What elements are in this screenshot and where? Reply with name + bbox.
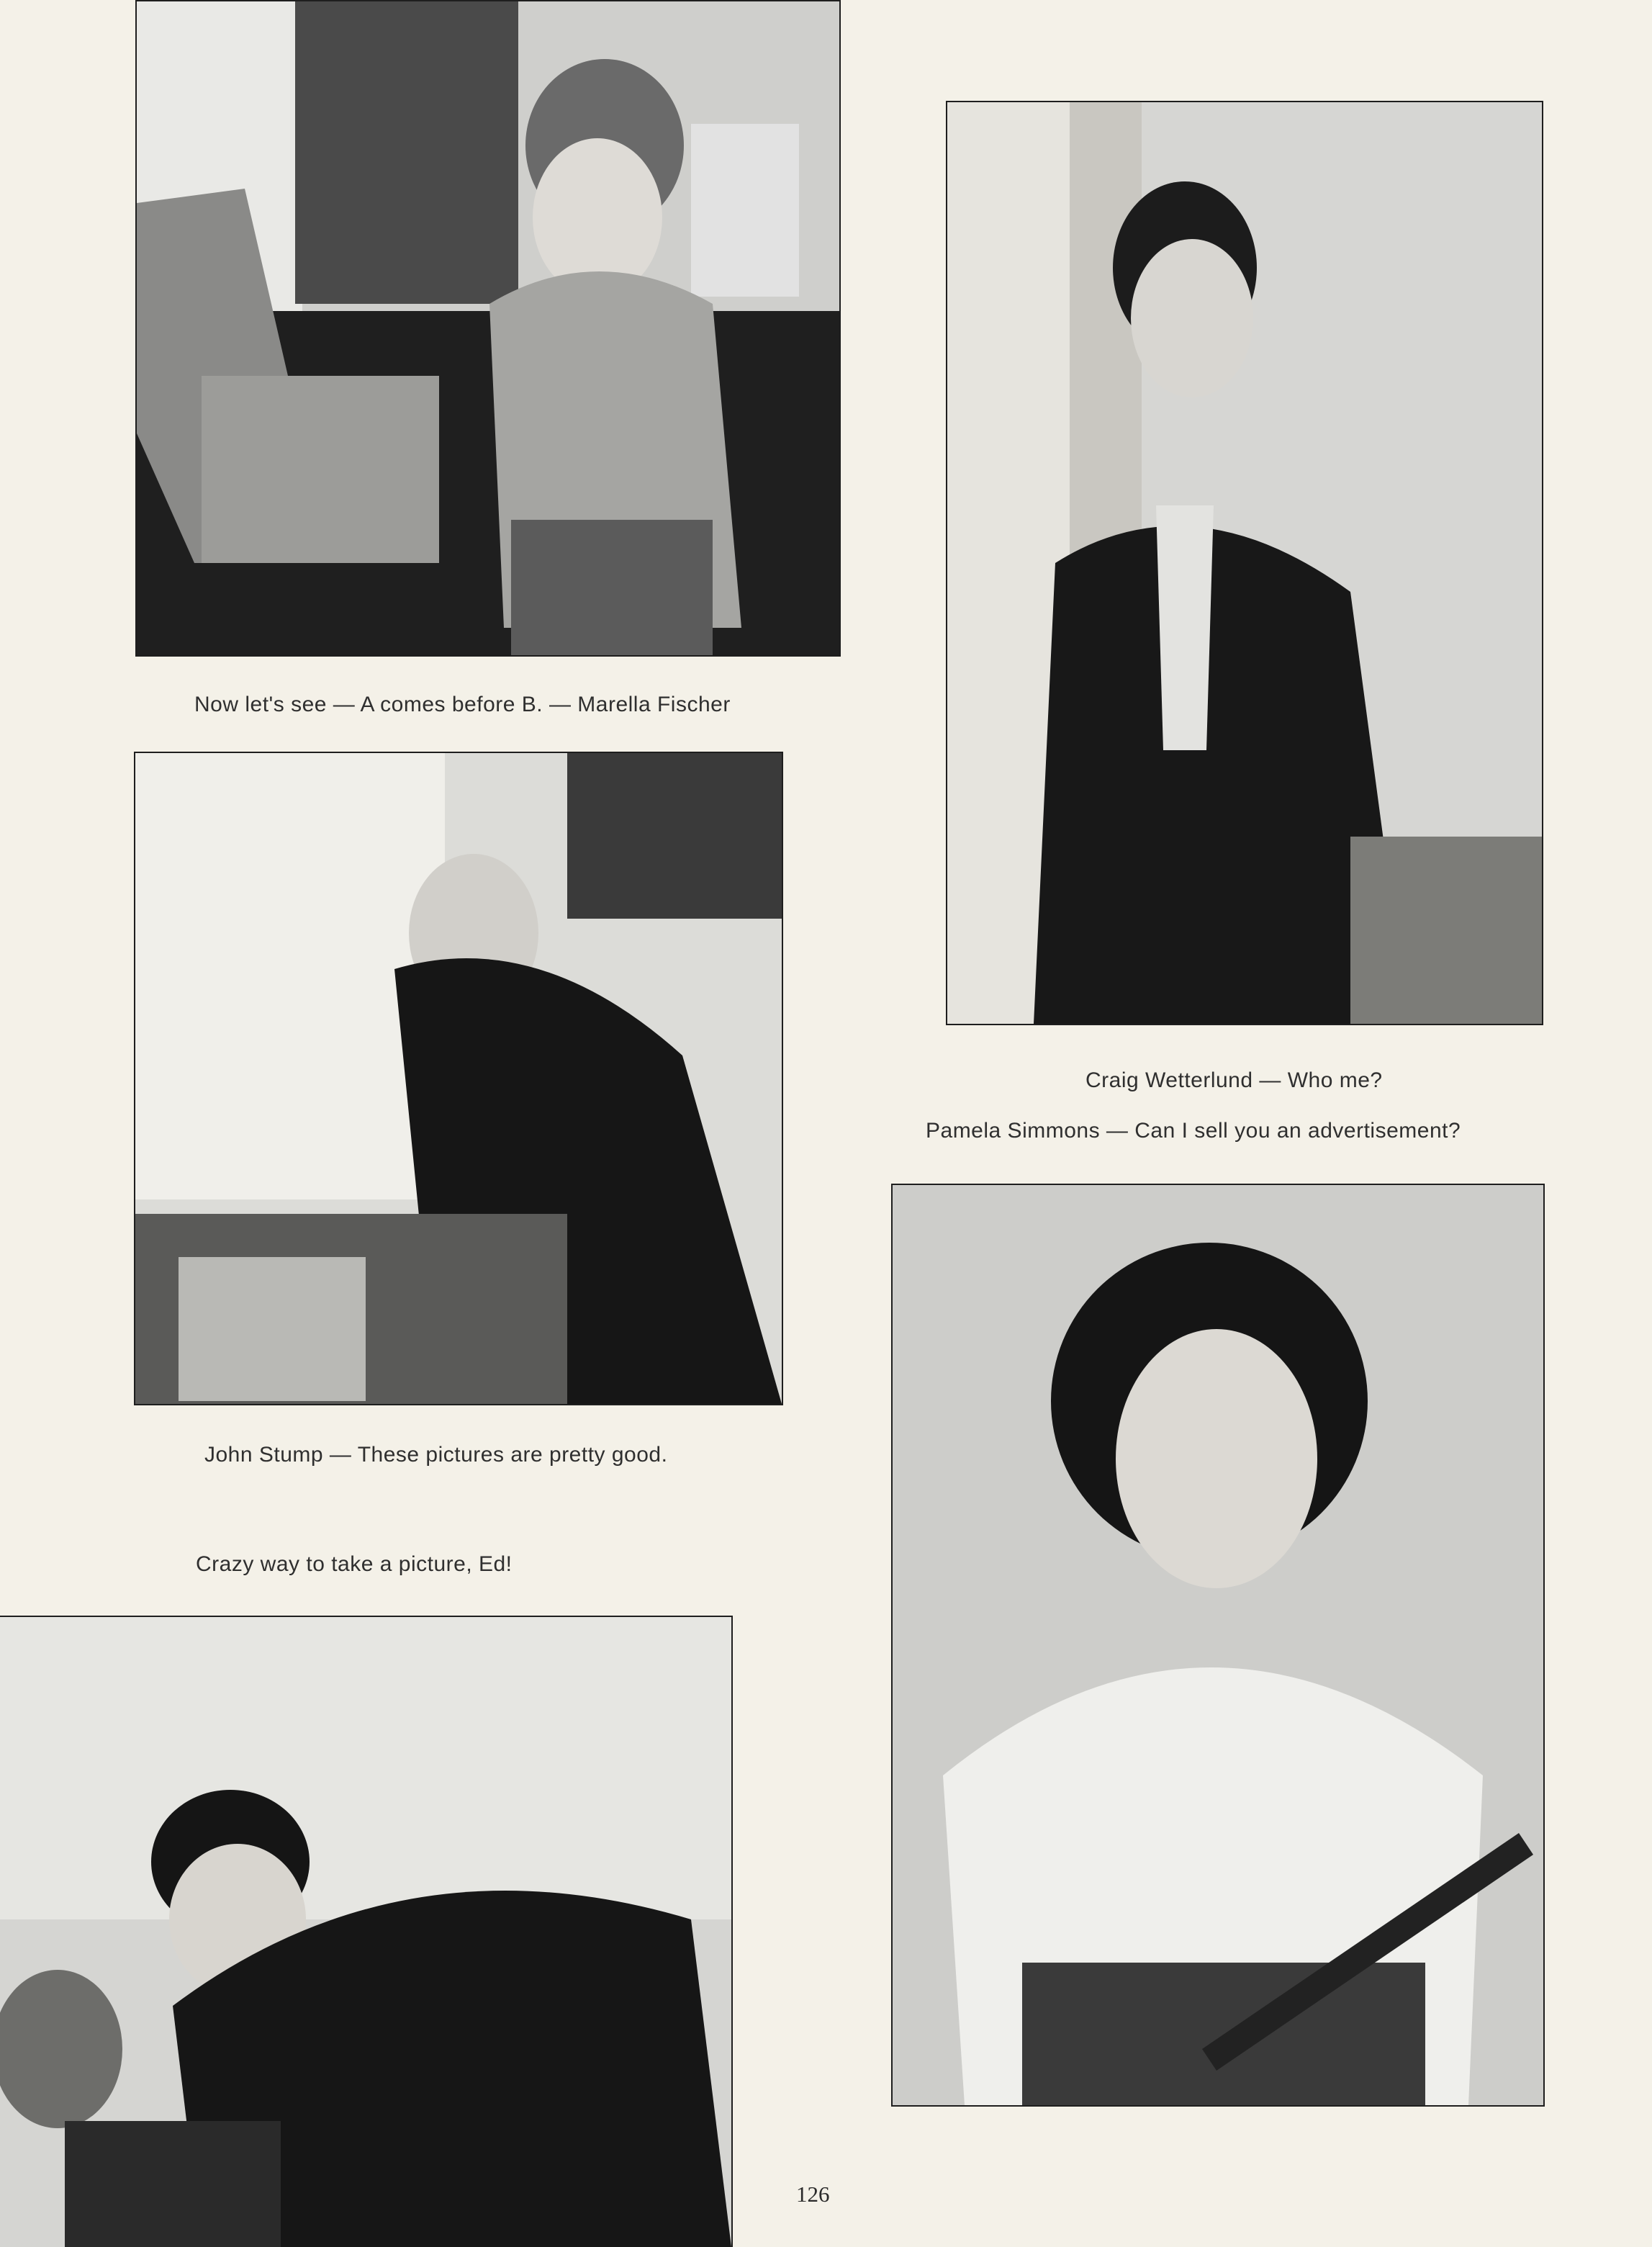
caption-ed: Crazy way to take a picture, Ed!: [196, 1552, 513, 1576]
caption-pamela-simmons: Pamela Simmons — Can I sell you an advertisement?: [926, 1119, 1461, 1143]
photo-craig-wetterlund: [946, 101, 1543, 1025]
caption-marella-fischer: Now let's see — A comes before B. — Marella Fischer: [194, 693, 731, 716]
photo-pamela-simmons: [891, 1184, 1545, 2107]
photo-john-stump: [134, 752, 783, 1405]
photo-marella-fischer: [135, 0, 841, 657]
caption-john-stump: John Stump — These pictures are pretty good.: [204, 1443, 668, 1467]
page-number: 126: [796, 2181, 830, 2207]
caption-craig-wetterlund: Craig Wetterlund — Who me?: [1085, 1068, 1383, 1092]
photo-ed: [0, 1616, 733, 2247]
